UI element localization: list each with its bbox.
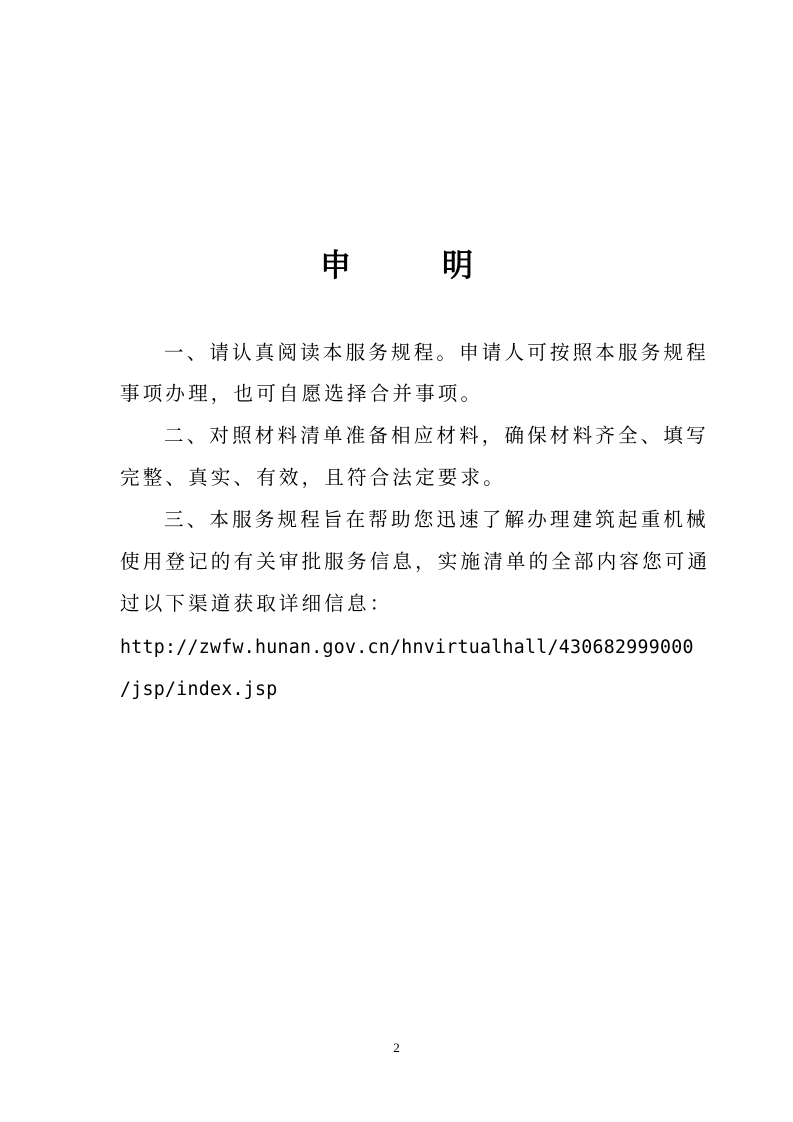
page-number: 2 — [393, 1040, 400, 1055]
url-line-2[interactable]: /jsp/index.jsp — [120, 679, 278, 700]
paragraph-3-line-1: 三、本服务规程旨在帮助您迅速了解办理建筑起重机械 — [164, 508, 709, 531]
paragraph-3-line-2: 使用登记的有关审批服务信息，实施清单的全部内容您可通 — [120, 550, 711, 573]
paragraph-2-line-1: 二、对照材料清单准备相应材料，确保材料齐全、填写 — [164, 424, 709, 447]
paragraph-3-line-3: 过以下渠道获取详细信息： — [120, 592, 393, 615]
page-title: 申 明 — [320, 248, 503, 284]
paragraph-1-line-1: 一、请认真阅读本服务规程。申请人可按照本服务规程 — [164, 341, 709, 364]
paragraph-1-line-2: 事项办理，也可自愿选择合并事项。 — [120, 382, 484, 405]
url-line-1[interactable]: http://zwfw.hunan.gov.cn/hnvirtualhall/430682999000 — [120, 637, 694, 658]
paragraph-2-line-2: 完整、真实、有效，且符合法定要求。 — [120, 466, 506, 489]
